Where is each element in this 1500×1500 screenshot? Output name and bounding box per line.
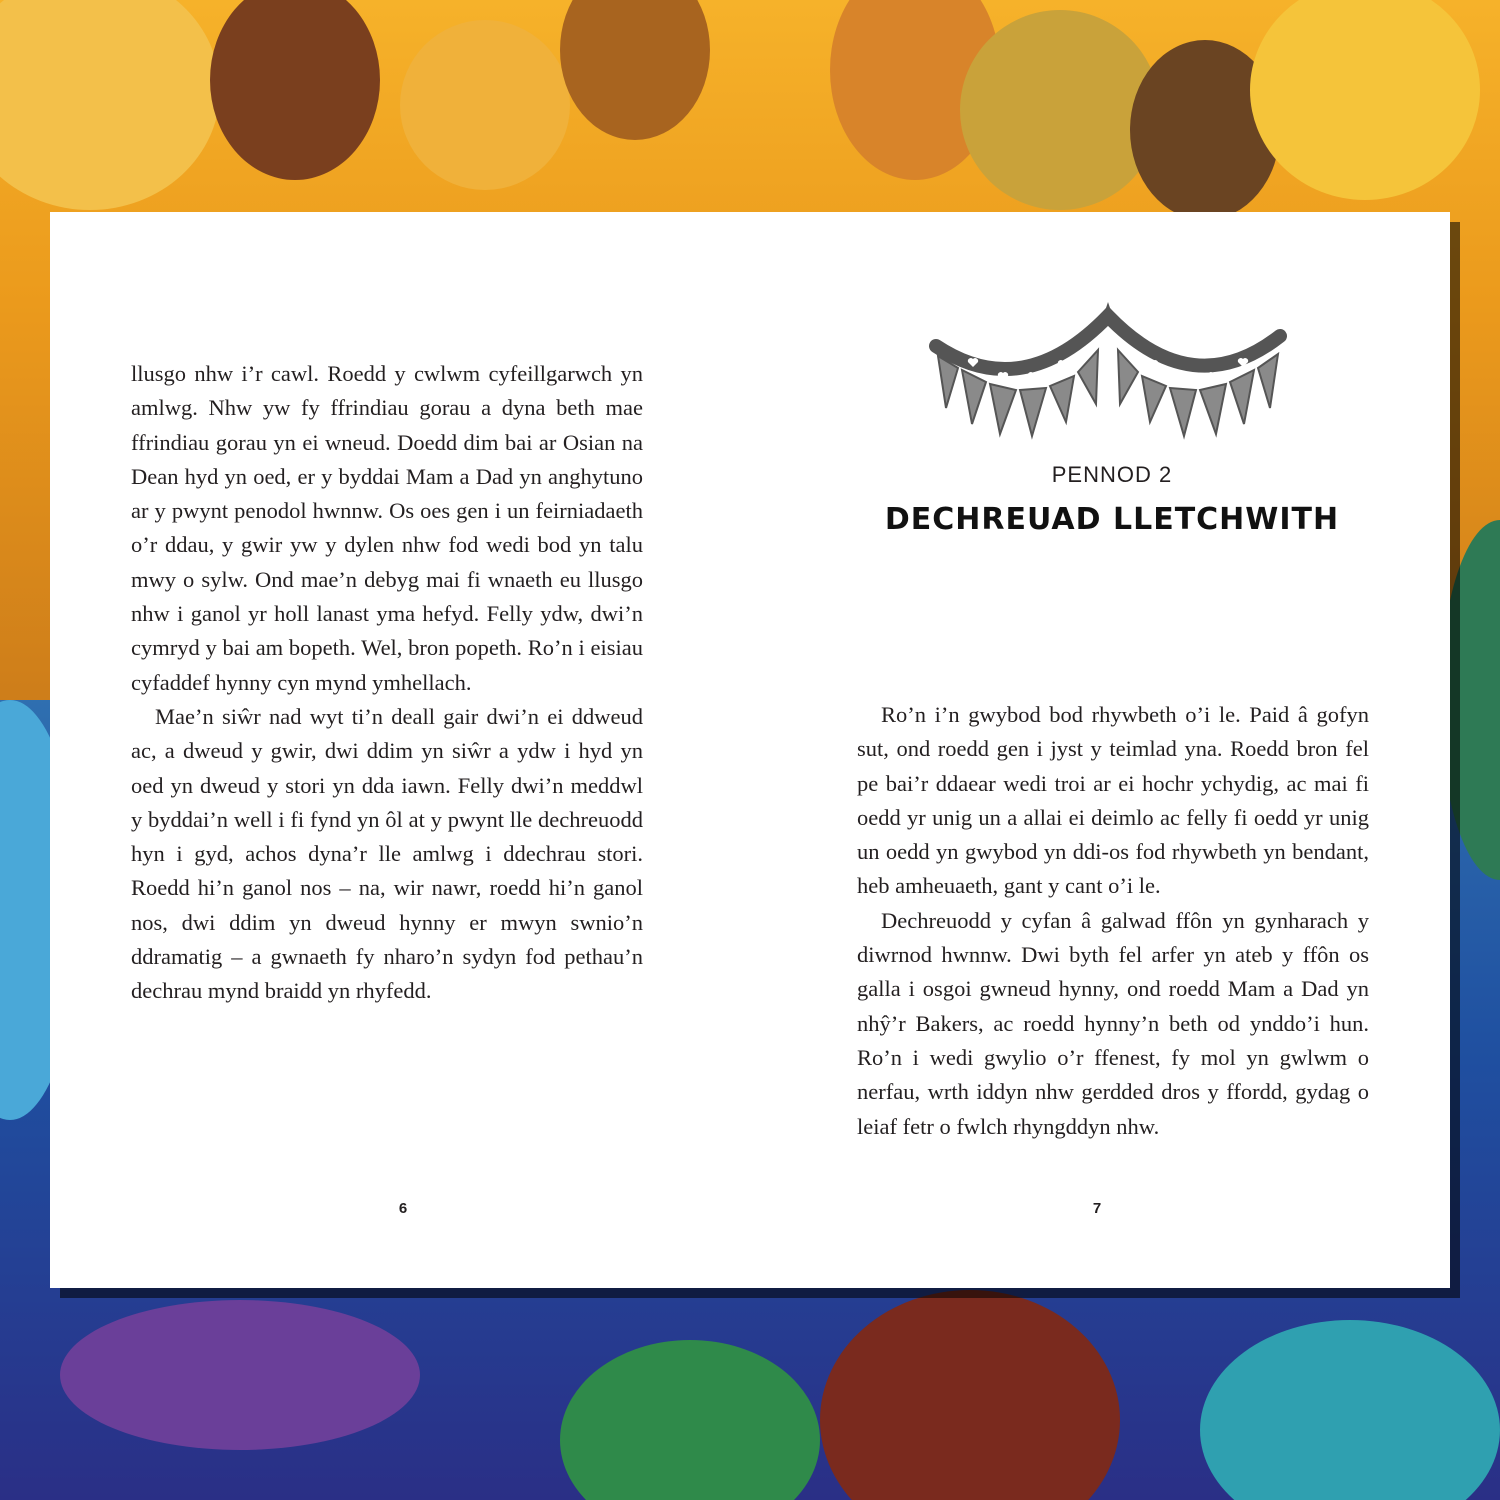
- chapter-label: PENNOD 2: [1051, 462, 1173, 487]
- right-page-text: [857, 698, 1369, 1144]
- left-paragraph-2: Mae’n siŵr nad wyt ti’n deall gair dwi’n ei ddweud ac, a dweud y gwir, dwi ddim yn siŵr a ydw i hyd yn oed yn dweud y stori yn dda iawn. Felly dwi’n meddwl y byddai’n well i fi fynd yn ôl at y pwynt lle dechreuodd hyn i gyd, achos dyna’r lle amlwg i ddechrau stori. Roedd hi’n ganol nos – na, wir nawr, roedd hi’n ganol nos, dwi ddim yn dweud hynny er mwyn swnio’n ddramatig – a gwnaeth fy nharo’n sydyn fod pethau’n dechrau mynd braidd yn rhyfedd.: [131, 703, 643, 1004]
- left-page-number: 6: [398, 1200, 408, 1217]
- decor-shape: [400, 20, 570, 190]
- decor-shape: [60, 1300, 420, 1450]
- right-page-number: 7: [1092, 1200, 1102, 1217]
- left-paragraph-1: llusgo nhw i’r cawl. Roedd y cwlwm cyfeillgarwch yn amlwg. Nhw yw fy ffrindiau gorau a dyna beth mae ffrindiau gorau yn ei wneud. Doedd dim bai ar Osian na Dean hyd yn oed, er y byddai Mam a Dad yn anghytuno ar y pwynt penodol hwnnw. Os oes gen i un feirniadaeth o’r ddau, y gwir yw y dylen nhw fod wedi bod yn talu mwy o sylw. Ond mae’n debyg mai fi wnaeth eu llusgo nhw i ganol yr holl lanast yma hefyd. Felly ydw, dwi’n cymryd y bai am bopeth. Wel, bron popeth. Ro’n i eisiau cyfaddef hynny cyn mynd ymhellach.: [131, 361, 643, 695]
- left-page-text: [131, 357, 643, 1009]
- right-paragraph-2: Dechreuodd y cyfan â galwad ffôn yn gynharach y diwrnod hwnnw. Dwi byth fel arfer yn ateb y ffôn os galla i osgoi gwneud hynny, ond roedd Mam a Dad yn nhŷ’r Bakers, ac roedd hynny’n beth od ynddo’i hun. Ro’n i wedi gwylio o’r ffenest, fy mol yn gwlwm o nerfau, wrth iddyn nhw gerdded dros y ffordd, gydag o leiaf fetr o fwlch rhyngddyn nhw.: [857, 907, 1369, 1139]
- right-paragraph-1: Ro’n i’n gwybod bod rhywbeth o’i le. Paid â gofyn sut, ond roedd gen i jyst y teimlad yna. Roedd bron fel pe bai’r ddaear wedi troi ar ei hochr ychydig, ac mai fi oedd yr unig un a allai ei deimlo ac felly fi oedd yr unig un oedd yn gwybod yn ddi-os fod rhywbeth yn bendant, heb amheuaeth, gant y cant o’i le.: [857, 702, 1369, 899]
- chapter-title: DECHREUAD LLETCHWITH: [884, 502, 1340, 537]
- book-spread: [50, 212, 1450, 1288]
- decor-shape: [960, 10, 1160, 210]
- bunting-garland-icon: [928, 296, 1288, 456]
